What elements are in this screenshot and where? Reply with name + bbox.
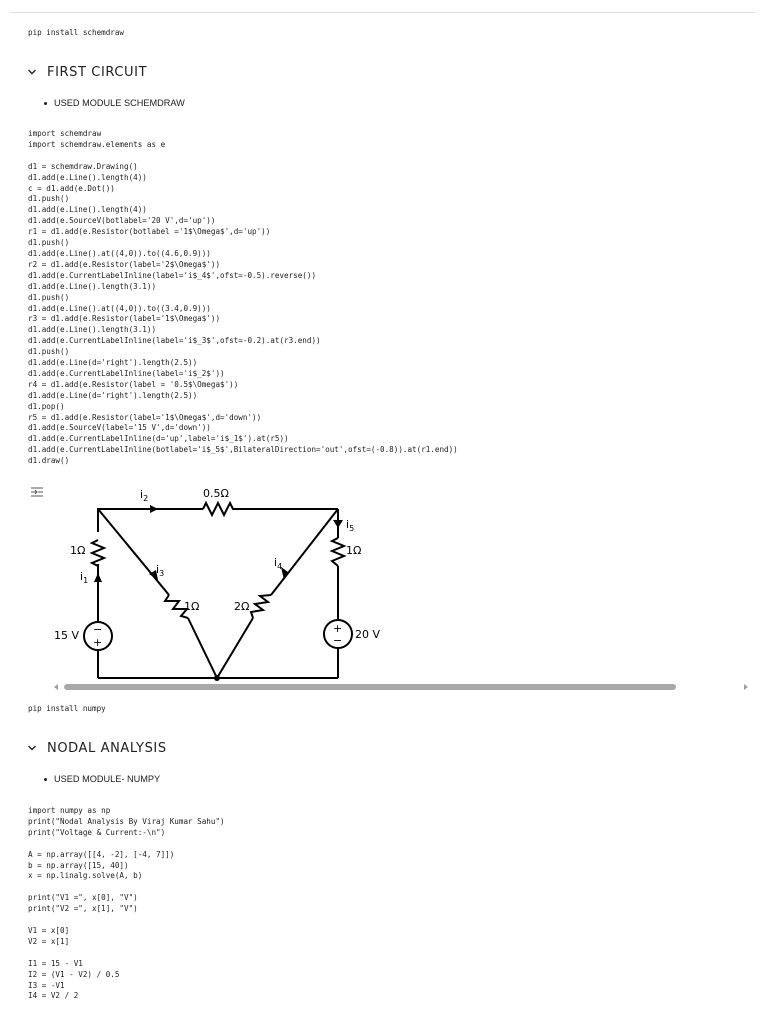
label-r-left: 1Ω [70,544,86,557]
section-title-nodal-analysis: NODAL ANALYSIS [47,740,167,756]
notebook-top-divider [10,12,756,13]
resistor-right [332,538,344,566]
wire-diag-right [217,509,338,678]
polarity-right-bottom: − [333,634,343,647]
code-cell-schemdraw[interactable]: import schemdraw import schemdraw.elements as e d1 = schemdraw.Drawing() d1.add(e.Line().length(4)) c = d1.add(e.Dot()) d1.push() d1.add(e.Line().length(4)) d1.add(e.SourceV(botlabel='20 V',d='up')) r1 = d1.add(e.Resistor(botlabel ='1$\Omega$',d='up')) d1.push() d1.add(e.Line().at((4,0)).to((4.6,0.9))) r2 = d1.add(e.Resistor(label='2$\Omega$')) d1.add(e.CurrentLabelInline(label='i$_4$',ofst=-0.5).reverse()) d1.add(e.Line().length(3.1)) d1.push() d1.add(e.Line().at((4,0)).to((3.4,0.9))) r3 = d1.add(e.Resistor(label='1$\Omega$')) d1.add(e.Line().length(3.1)) d1.add(e.CurrentLabelInline(label='i$_3$',ofst=-0.2).at(r3.end)) d1.push() d1.add(e.Line(d='right').length(2.5)) d1.add(e.CurrentLabelInline(label='i$_2$')) r4 = d1.add(e.Resistor(label = '0.5$\Omega$')) d1.add(e.Line(d='right').length(2.5)) d1.pop() r5 = d1.add(e.Resistor(label='1$\Omega$',d='down')) d1.add(e.SourceV(label='15 V',d='down')) d1.add(e.CurrentLabelInline(d='up',label='i$_1$').at(r5)) d1.add(e.CurrentLabelInline(botlabel='i$_5$',BilateralDirection='out',ofst=(-0.8)).at(r1.end)) d1.draw() [28,129,458,466]
arrow-i1 [94,573,102,582]
label-src-left: 15 V [54,629,80,642]
section-nodal-analysis[interactable] [26,739,167,757]
resistor-top [203,503,338,515]
label-i4: $i_4$ [274,556,283,571]
output-horizontal-scrollbar[interactable] [54,683,748,691]
polarity-left-top: − [93,623,103,636]
section-first-circuit[interactable] [26,63,147,81]
label-i5: $i_5$ [346,518,355,533]
label-i2: $i_2$ [140,488,149,503]
label-r-right: 1Ω [346,544,362,557]
code-cell-numpy[interactable]: import numpy as np print("Nodal Analysis By Viraj Kumar Sahu") print("Voltage & Current:-\n") A = np.array([[4, -2], [-4, 7]]) b = np.array([15, 40]) x = np.linalg.solve(A, b) print("V1 =", x[0], "V") print("V2 =", x[1], "V") V1 = x[0] V2 = x[1] I1 = 15 - V1 I2 = (V1 - V2) / 0.5 I3 = -V1 I4 = V2 / 2 [28,806,225,1001]
label-i3: $i_3$ [156,563,165,578]
scrollbar-thumb[interactable] [64,684,676,690]
wire-left [98,509,203,678]
label-r-diag-right: 2Ω [234,600,250,613]
label-r-diag-left: 1Ω [184,600,200,613]
chevron-down-icon[interactable] [26,742,38,754]
list-item: USED MODULE- NUMPY [40,774,160,784]
list-item: USED MODULE SCHEMDRAW [40,98,185,108]
bullet-list-numpy [40,774,160,784]
label-i1: $i_1$ [80,570,89,585]
code-cell-install-numpy[interactable]: pip install numpy [28,704,106,713]
section-title-first-circuit: FIRST CIRCUIT [47,64,148,80]
output-toggle-icon[interactable] [30,487,44,497]
resistor-diag-right [251,595,271,618]
polarity-left-bottom: + [93,636,103,649]
junction-dot [214,675,220,681]
resistor-left [92,540,104,566]
scroll-left-icon[interactable] [54,684,58,690]
polarity-right-top: + [333,622,343,635]
chevron-down-icon[interactable] [26,66,38,78]
scroll-right-icon[interactable] [744,684,748,690]
arrow-i2 [150,505,158,513]
label-src-right: 20 V [355,628,381,641]
wire-diag-left [98,509,217,678]
bullet-list-schemdraw [40,98,185,108]
arrow-i5 [333,520,343,528]
label-r-top: 0.5Ω [203,487,229,500]
circuit-diagram [48,482,398,682]
code-cell-install-schemdraw[interactable]: pip install schemdraw [28,28,125,37]
